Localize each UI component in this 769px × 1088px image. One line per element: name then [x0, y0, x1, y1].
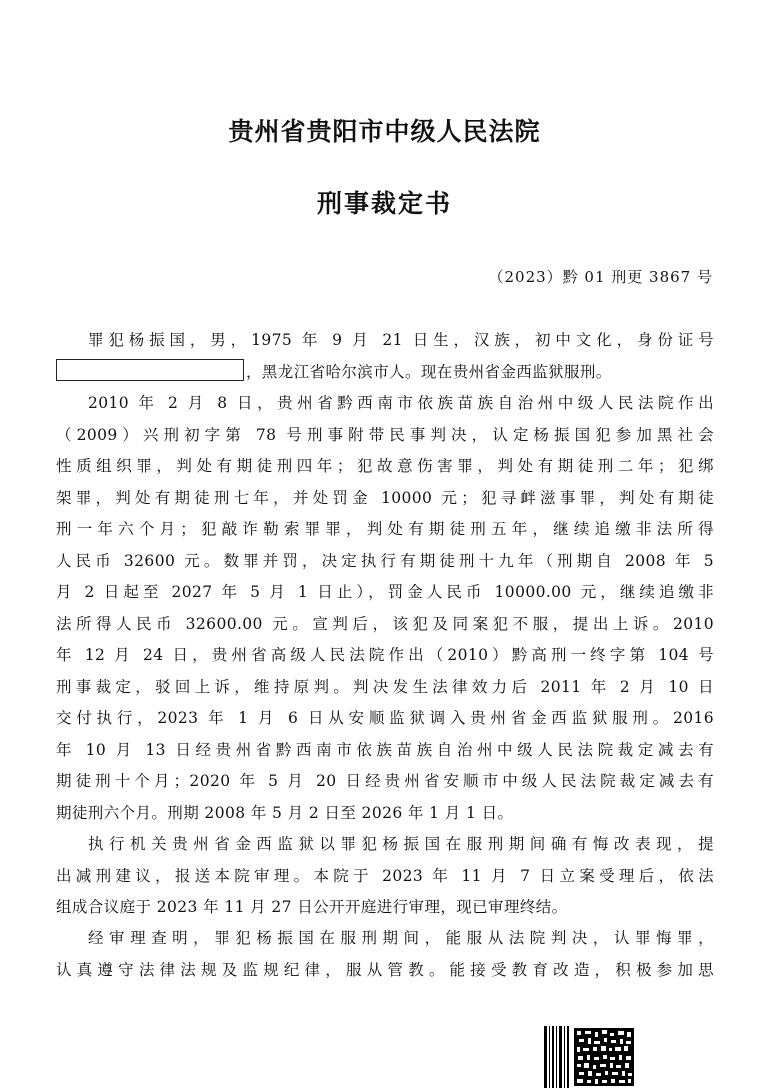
text-line: 法所得人民币 32600.00 元。宣判后，该犯及同案犯不服，提出上诉。2010: [56, 614, 714, 633]
text-line: 期徒刑六个月。刑期 2008 年 5 月 2 日至 2026 年 1 月 1 日。: [56, 803, 514, 822]
paragraph-sentence-history: [56, 388, 714, 829]
text-line: 2010 年 2 月 8 日，贵州省黔西南市依族苗族自治州中级人民法院作出: [88, 394, 714, 412]
redacted-id-box: [56, 359, 244, 381]
text-line: 刑事裁定，驳回上诉，维持原判。判决发生法律效力后 2011 年 2 月 10 日: [56, 677, 714, 696]
text-line: 年 10 月 13 日经贵州省黔西南市依族苗族自治州中级人民法院裁定减去有: [56, 740, 714, 759]
text-line: 出减刑建议，报送本院审理。本院于 2023 年 11 月 7 日立案受理后，依法: [56, 866, 714, 885]
text-line: 交付执行，2023 年 1 月 6 日从安顺监狱调入贵州省金西监狱服刑。2016: [56, 709, 714, 727]
text-segment: ，黑龙江省哈尔滨市人。现在贵州省金西监狱服刑。: [246, 362, 612, 381]
text-line: [56, 357, 714, 389]
text-line: 性质组织罪，判处有期徒刑四年；犯故意伤害罪，判处有期徒刑二年；犯绑: [56, 457, 714, 475]
text-line: 人民币 32600 元。数罪并罚，决定执行有期徒刑十九年（刑期自 2008 年 5: [56, 551, 714, 570]
text-line: 组成合议庭于 2023 年 11 月 27 日公开开庭进行审理，现已审理终结。: [56, 898, 568, 916]
text-line: 罪犯杨振国，男，1975 年 9 月 21 日生，汉族，初中文化，身份证号: [88, 331, 714, 349]
text-line: 经审理查明，罪犯杨振国在服刑期间，能服从法院判决，认罪悔罪，: [88, 929, 714, 947]
text-line: 认真遵守法律法规及监规纪律，服从管教。能接受教育改造，积极参加思: [56, 960, 714, 979]
text-line: 年 12 月 24 日，贵州省高级人民法院作出（2010）黔高刑一终字第 104 号: [56, 646, 714, 664]
text-line: 月 2 日起至 2027 年 5 月 1 日止），罚金人民币 10000.00 元，继续追缴非: [56, 583, 714, 601]
document-title: 刑事裁定书: [316, 189, 452, 218]
court-name: 贵州省贵阳市中级人民法院: [228, 117, 541, 146]
paragraph-findings: [56, 923, 714, 986]
text-line: 架罪，判处有期徒刑七年，并处罚金 10000 元；犯寻衅滋事罪，判处有期徒: [56, 488, 714, 507]
text-line: 刑一年六个月；犯敲诈勒索罪罪，判处有期徒刑五年，继续追缴非法所得: [56, 520, 714, 538]
paragraph-defendant-info: [56, 325, 714, 388]
qr-code-icon: [544, 1026, 638, 1088]
case-number: （2023）黔 01 刑更 3867 号: [488, 268, 713, 286]
text-line: 期徒刑十个月；2020 年 5 月 20 日经贵州省安顺市中级人民法院裁定减去有: [56, 772, 714, 790]
text-line: （2009）兴刑初字第 78 号刑事附带民事判决，认定杨振国犯参加黑社会: [56, 425, 714, 444]
paragraph-commutation-proposal: [56, 829, 714, 924]
text-line: 执行机关贵州省金西监狱以罪犯杨振国在服刑期间确有悔改表现，提: [88, 835, 714, 853]
